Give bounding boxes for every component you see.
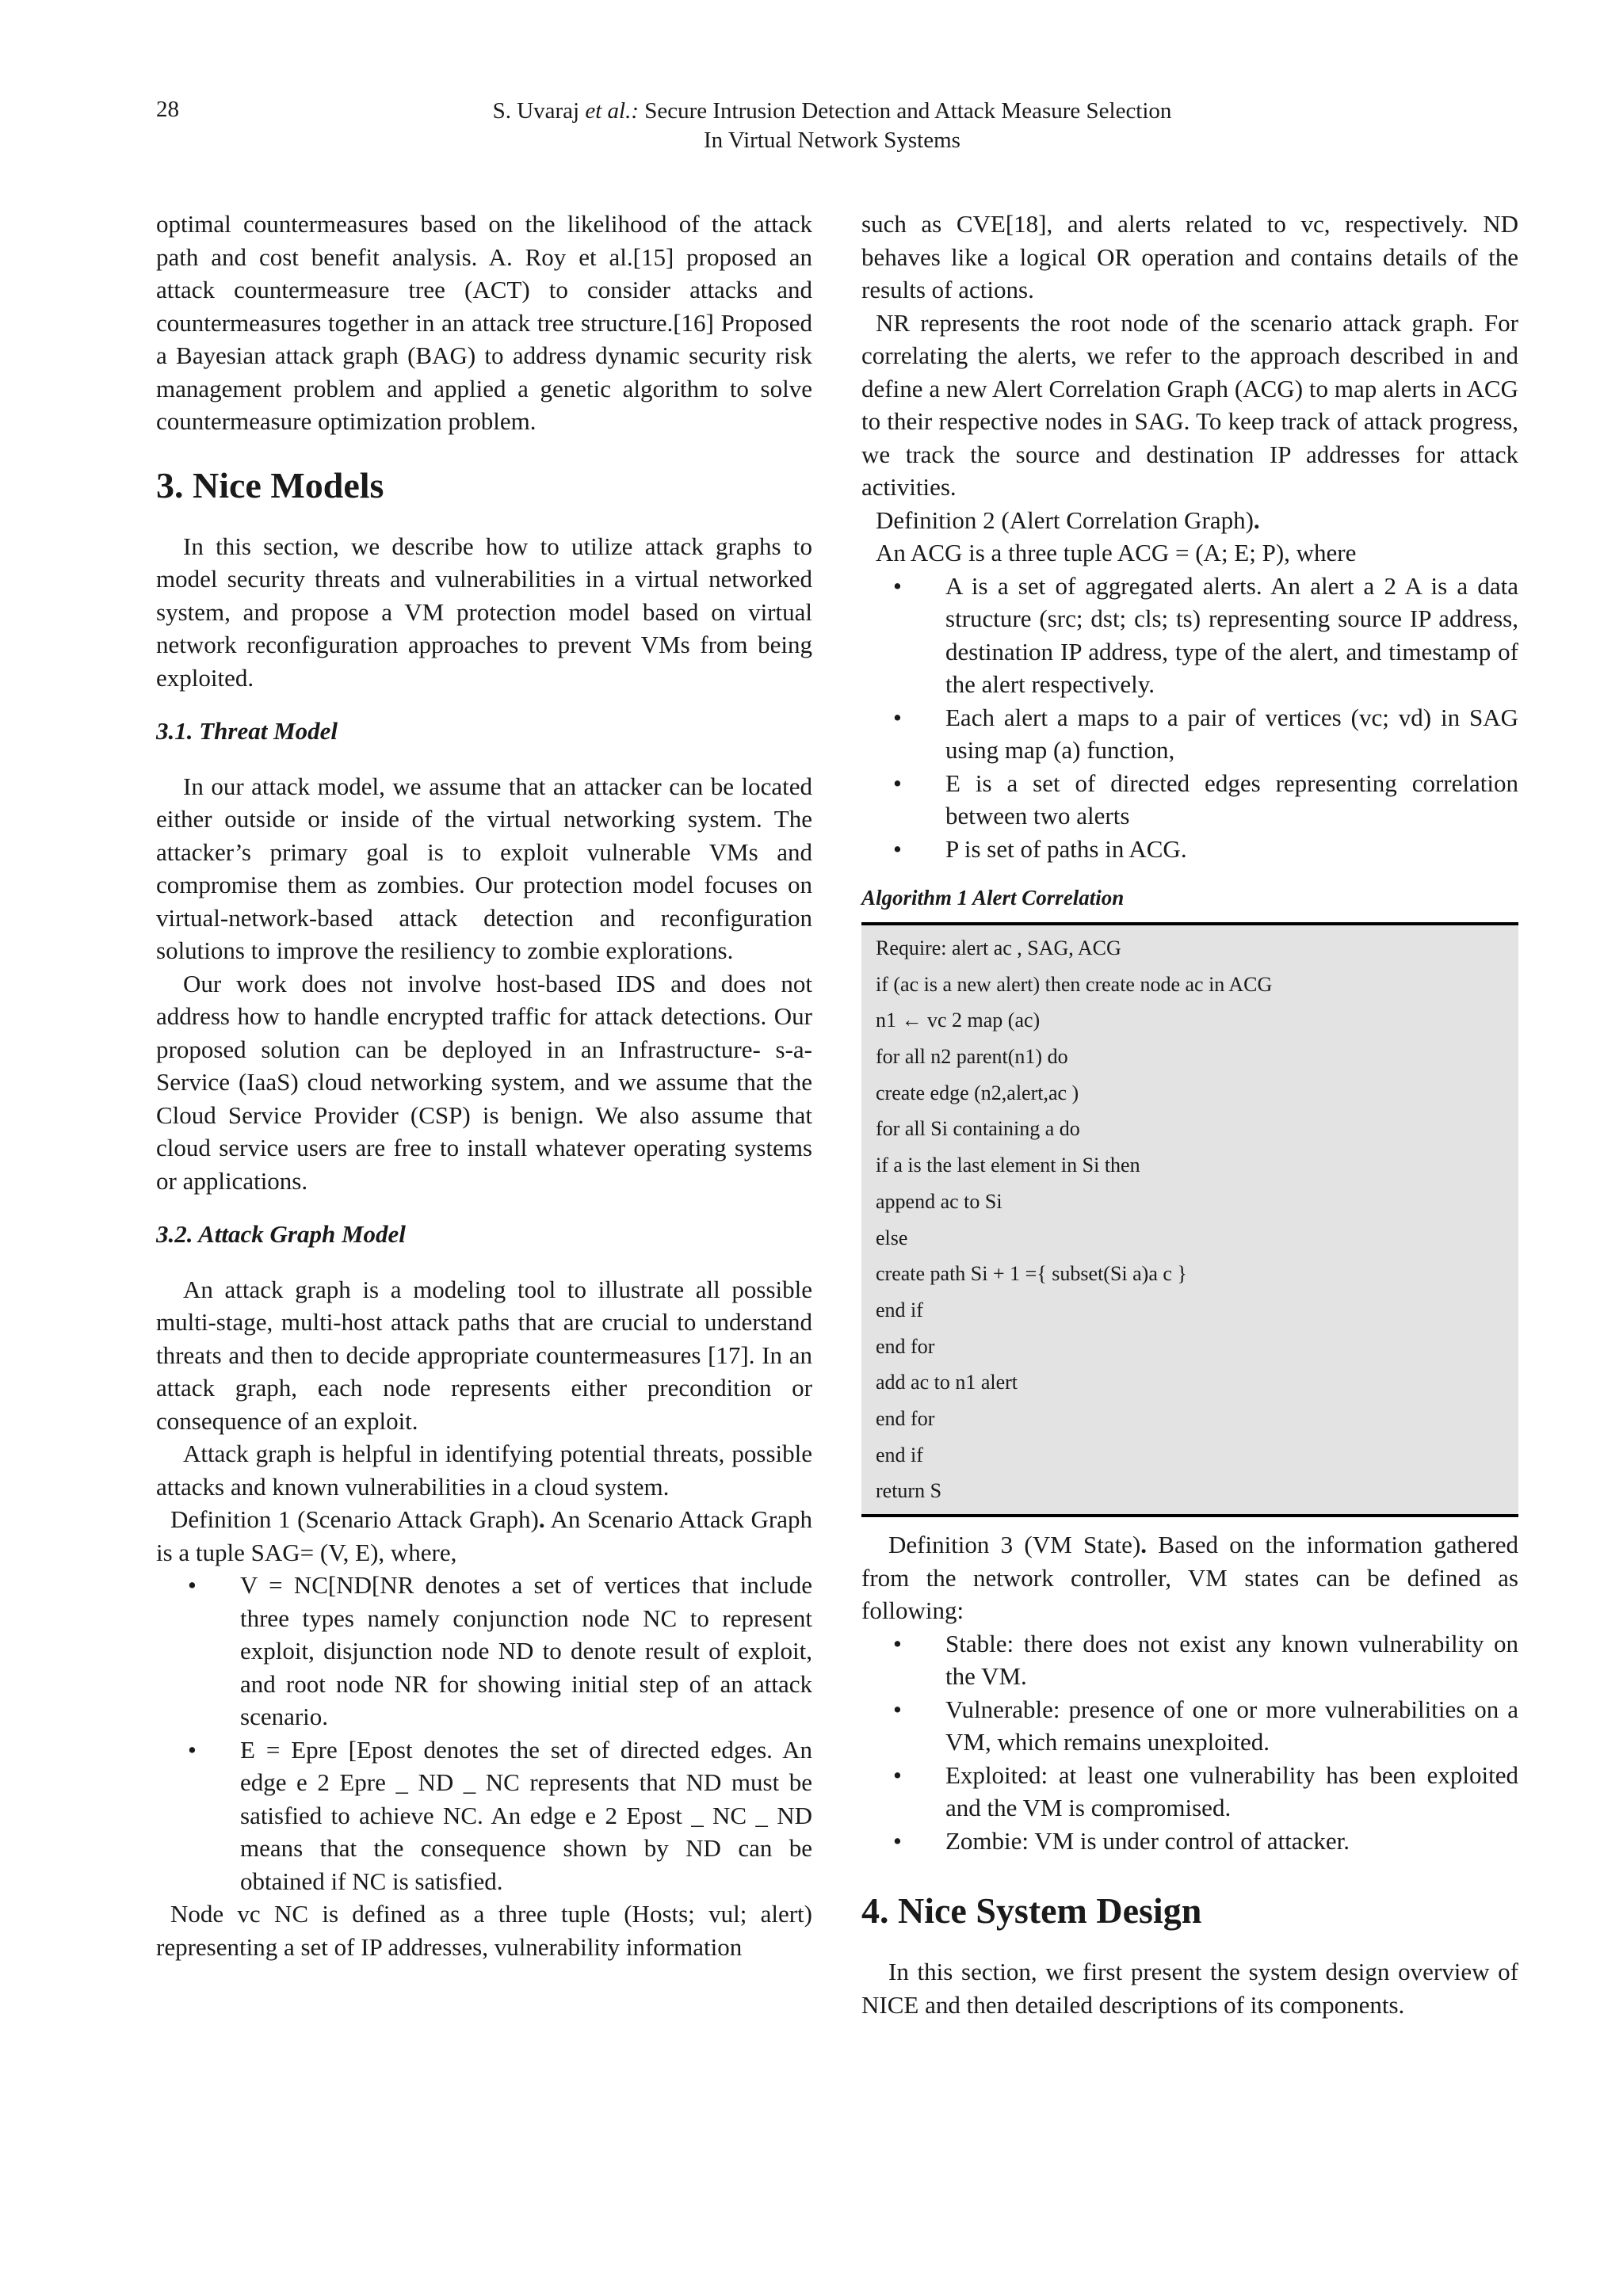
- definition-1: Definition 1 (Scenario Attack Graph). An Scenario Attack Graph is a tuple SAG= (V, E), where,: [156, 1505, 812, 1566]
- definition-3-label: Definition 3 (VM State): [888, 1531, 1141, 1558]
- left-column: [156, 208, 812, 1963]
- algorithm-line: else: [876, 1226, 908, 1249]
- list-item: • Zombie: VM is under control of attacker.: [893, 1826, 1350, 1855]
- graph-paragraph-2: Attack graph is helpful in identifying potential threats, possible attacks and known vulnerabilities in a cloud system.: [156, 1440, 812, 1501]
- et-al: et al.:: [585, 98, 639, 124]
- threat-paragraph-2: Our work does not involve host-based IDS and does not address how to handle encrypted traffic for attack detections. Our proposed solution can be deployed in an Infrastructure- s-a-Service (IaaS) cloud networking system, and we assume that the Cloud Service Provider (CSP) is benign. We also assume that cloud service users are free to install whatever operating systems or applications.: [156, 969, 812, 1195]
- title-line1: Secure Intrusion Detection and Attack Measure Selection: [644, 98, 1172, 124]
- list-item: • Each alert a maps to a pair of vertices (vc; vd) in SAG using map (a) function,: [893, 703, 1518, 764]
- definition-3-list: [861, 1627, 1518, 1858]
- algorithm-line: if (ac is a new alert) then create node ac in ACG: [876, 972, 1273, 996]
- list-item: • V = NC[ND[NR denotes a set of vertices that include three types namely conjunction node NC to represent exploit, disjunction node ND to denote result of exploit, and root node NR for showing initial step of an attack scenario.: [188, 1571, 812, 1730]
- definition-2-text: An ACG is a three tuple ACG = (A; E; P), where: [876, 539, 1357, 566]
- nr-paragraph: NR represents the root node of the scenario attack graph. For correlating the alerts, we refer to the approach described in and define a new Alert Correlation Graph (ACG) to map alerts in ACG to their respective nodes in SAG. To keep track of attack progress, we track the source and destination IP addresses for attack activities.: [861, 308, 1518, 501]
- running-head: [396, 97, 1268, 155]
- section-4-paragraph: In this section, we first present the system design overview of NICE and then detailed descriptions of its components.: [861, 1958, 1518, 2019]
- algorithm-line: return S: [876, 1479, 942, 1503]
- algorithm-line: end for: [876, 1334, 935, 1358]
- page-number: 28: [156, 97, 179, 122]
- threat-paragraph-1: In our attack model, we assume that an attacker can be located either outside or inside of the virtual networking system. The attacker’s primary goal is to exploit vulnerable VMs and compromise them as zombies. Our protection model focuses on virtual-network-based attack detection and reconfiguration solutions to improve the resiliency to zombie explorations.: [156, 772, 812, 964]
- list-item: • A is a set of aggregated alerts. An alert a 2 A is a data structure (src; dst; cls; ts) representing source IP address, destination IP address, type of the alert, and timestamp of the alert respectively.: [893, 571, 1518, 698]
- right-column: [861, 208, 1518, 2021]
- algorithm-line: end if: [876, 1298, 923, 1322]
- definition-2-label: Definition 2 (Alert Correlation Graph): [876, 505, 1254, 534]
- definition-1-text: An Scenario Attack Graph is a tuple SAG= (V, E), where,: [156, 1505, 812, 1566]
- algorithm-line: add ac to n1 alert: [876, 1371, 1018, 1394]
- algorithm-box: [861, 922, 1518, 1517]
- title-line2: In Virtual Network Systems: [704, 128, 960, 153]
- definition-2: Definition 2 (Alert Correlation Graph).: [876, 505, 1260, 534]
- authors: S. Uvaraj: [492, 98, 580, 124]
- algorithm-line: append ac to Si: [876, 1189, 1002, 1213]
- section-4-heading: 4. Nice System Design: [861, 1890, 1202, 1931]
- algorithm-line: end for: [876, 1406, 935, 1430]
- attack-graph-heading: 3.2. Attack Graph Model: [156, 1220, 406, 1248]
- algorithm-line: if a is the last element in Si then: [876, 1154, 1140, 1177]
- definition-1-list: [156, 1569, 812, 1897]
- list-item: • P is set of paths in ACG.: [893, 834, 1187, 863]
- algorithm-line: end if: [876, 1443, 923, 1466]
- algorithm-line: for all Si containing a do: [876, 1117, 1080, 1141]
- running-head-line1: [396, 97, 1268, 126]
- list-item: • Exploited: at least one vulnerability has been exploited and the VM is compromised.: [893, 1760, 1518, 1821]
- node-paragraph: Node vc NC is defined as a three tuple (Hosts; vul; alert) representing a set of IP addresses, vulnerability information: [156, 1900, 812, 1961]
- list-item: • E is a set of directed edges representing correlation between two alerts: [893, 769, 1518, 830]
- definition-2-list: [861, 570, 1518, 866]
- threat-model-heading: 3.1. Threat Model: [156, 717, 338, 745]
- list-item: • Vulnerable: presence of one or more vulnerabilities on a VM, which remains unexploited.: [893, 1695, 1518, 1756]
- algorithm-line: n1 ← vc 2 map (ac): [876, 1009, 1041, 1032]
- continued-paragraph: such as CVE[18], and alerts related to vc, respectively. ND behaves like a logical OR operation and contains details of the results of actions.: [861, 210, 1518, 303]
- list-item: • Stable: there does not exist any known vulnerability on the VM.: [893, 1629, 1518, 1690]
- graph-paragraph-1: An attack graph is a modeling tool to illustrate all possible multi-stage, multi-host attack paths that are crucial to understand threats and then to decide appropriate countermeasures [17]. In an attack graph, each node represents either precondition or consequence of an exploit.: [156, 1275, 812, 1435]
- algorithm-line: for all n2 parent(n1) do: [876, 1045, 1068, 1069]
- definition-3: Definition 3 (VM State). Based on the information gathered from the network controller, VM states can be defined as following:: [861, 1531, 1518, 1624]
- section-3-heading: 3. Nice Models: [156, 464, 384, 505]
- intro-paragraph: optimal countermeasures based on the likelihood of the attack path and cost benefit analysis. A. Roy et al.[15] proposed an attack countermeasure tree (ACT) to consider attacks and countermeasures together in an attack tree structure.[16] Proposed a Bayesian attack graph (BAG) to address dynamic security risk management problem and applied a genetic algorithm to solve countermeasure optimization problem.: [156, 210, 812, 435]
- definition-3-text: Based on the information gathered from the network controller, VM states can be defined as following:: [861, 1531, 1518, 1624]
- section-3-paragraph: In this section, we describe how to utilize attack graphs to model security threats and vulnerabilities in a virtual networked system, and propose a VM protection model based on virtual network reconfiguration approaches to prevent VMs from being exploited.: [156, 532, 812, 692]
- algorithm-caption: Algorithm 1 Alert Correlation: [861, 886, 1125, 910]
- definition-1-label: Definition 1 (Scenario Attack Graph): [170, 1505, 539, 1533]
- algorithm-line: Require: alert ac , SAG, ACG: [876, 936, 1121, 959]
- algorithm-line: create edge (n2,alert,ac ): [876, 1081, 1079, 1104]
- algorithm-line: create path Si + 1 ={ subset(Si a)a c }: [876, 1262, 1187, 1286]
- list-item: • E = Epre [Epost denotes the set of directed edges. An edge e 2 Epre _ ND _ NC represents that ND must be satisfied to achieve NC. An edge e 2 Epost _ NC _ ND means that the consequence shown by ND can be obtained if NC is satisfied.: [188, 1735, 812, 1895]
